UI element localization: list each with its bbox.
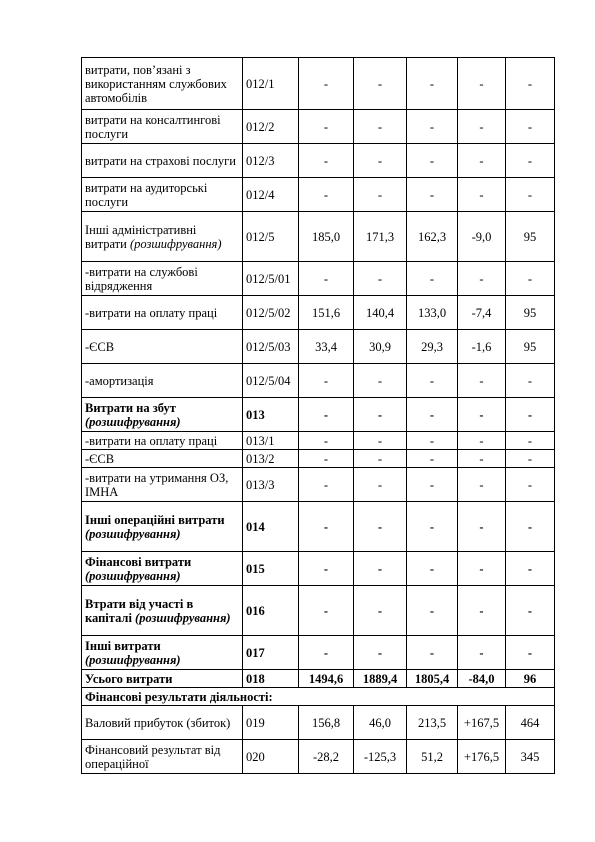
value-cell: - — [407, 364, 458, 398]
value-cell: 185,0 — [299, 212, 354, 262]
value-cell: - — [299, 58, 354, 110]
row-code: 012/5/02 — [243, 296, 299, 330]
value-cell: 95 — [506, 330, 555, 364]
row-label-text: Витрати на збут — [85, 400, 176, 415]
row-code: 013/2 — [243, 450, 299, 468]
value-cell: - — [299, 262, 354, 296]
table-row — [82, 398, 555, 432]
row-label — [82, 58, 243, 110]
table-row — [82, 432, 555, 450]
value-cell: 345 — [506, 740, 555, 774]
row-code: 019 — [243, 706, 299, 740]
value-cell: - — [407, 144, 458, 178]
row-label-text: Інші витрати — [85, 638, 161, 653]
row-label-text: -витрати на оплату праці — [85, 433, 218, 448]
row-label-text: -ЄСВ — [85, 451, 115, 466]
value-cell: -1,6 — [458, 330, 506, 364]
row-label-text: -витрати на службові відрядження — [85, 264, 198, 293]
row-label — [82, 740, 243, 774]
table-row — [82, 450, 555, 468]
value-cell: - — [506, 552, 555, 586]
value-cell: 162,3 — [407, 212, 458, 262]
value-cell: +176,5 — [458, 740, 506, 774]
value-cell: - — [354, 432, 407, 450]
row-code: 012/4 — [243, 178, 299, 212]
value-cell: - — [299, 636, 354, 670]
value-cell: - — [407, 468, 458, 502]
table-row — [82, 364, 555, 398]
value-cell: - — [354, 364, 407, 398]
row-code: 018 — [243, 670, 299, 688]
table-row — [82, 212, 555, 262]
row-label — [82, 552, 243, 586]
value-cell: - — [407, 58, 458, 110]
value-cell: 30,9 — [354, 330, 407, 364]
value-cell: - — [299, 586, 354, 636]
row-label — [82, 296, 243, 330]
value-cell: - — [354, 178, 407, 212]
value-cell: - — [299, 398, 354, 432]
row-label-text: -витрати на оплату праці — [85, 305, 218, 320]
row-label — [82, 450, 243, 468]
row-label — [82, 110, 243, 144]
value-cell: +167,5 — [458, 706, 506, 740]
value-cell: - — [299, 178, 354, 212]
row-label — [82, 144, 243, 178]
value-cell: 1889,4 — [354, 670, 407, 688]
table-body — [82, 58, 555, 774]
value-cell: - — [354, 58, 407, 110]
row-label-note: (розшифрування) — [129, 236, 222, 251]
table-row — [82, 740, 555, 774]
value-cell: - — [407, 398, 458, 432]
value-cell: - — [506, 432, 555, 450]
value-cell: - — [407, 636, 458, 670]
row-label-text: Втрати від участі в капіталі — [85, 596, 194, 625]
value-cell: - — [354, 586, 407, 636]
value-cell: - — [407, 586, 458, 636]
value-cell: 171,3 — [354, 212, 407, 262]
row-code: 012/5 — [243, 212, 299, 262]
value-cell: - — [299, 552, 354, 586]
row-label-text: -амортизація — [85, 373, 154, 388]
row-label-note: (розшифрування) — [135, 610, 231, 625]
value-cell: - — [299, 144, 354, 178]
value-cell: - — [458, 262, 506, 296]
row-label — [82, 212, 243, 262]
value-cell: - — [458, 468, 506, 502]
table-row — [82, 296, 555, 330]
value-cell: 464 — [506, 706, 555, 740]
value-cell: - — [407, 552, 458, 586]
value-cell: - — [354, 262, 407, 296]
value-cell: - — [354, 468, 407, 502]
value-cell: - — [506, 364, 555, 398]
value-cell: - — [354, 552, 407, 586]
value-cell: - — [458, 552, 506, 586]
row-code: 017 — [243, 636, 299, 670]
row-label — [82, 178, 243, 212]
value-cell: - — [458, 178, 506, 212]
table-row — [82, 706, 555, 740]
value-cell: - — [458, 450, 506, 468]
row-label — [82, 670, 243, 688]
row-code: 012/5/01 — [243, 262, 299, 296]
row-label-text: -ЄСВ — [85, 339, 115, 354]
row-label — [82, 706, 243, 740]
row-label — [82, 636, 243, 670]
row-label — [82, 468, 243, 502]
value-cell: 213,5 — [407, 706, 458, 740]
value-cell: - — [354, 636, 407, 670]
value-cell: - — [506, 468, 555, 502]
value-cell: - — [506, 502, 555, 552]
table-row — [82, 502, 555, 552]
row-label-text: Інші операційні витрати — [85, 512, 225, 527]
row-label-text: Фінансові витрати — [85, 554, 192, 569]
row-label-note: (розшифрування) — [85, 652, 181, 667]
table-row — [82, 178, 555, 212]
value-cell: - — [354, 144, 407, 178]
value-cell: - — [299, 432, 354, 450]
value-cell: 33,4 — [299, 330, 354, 364]
value-cell: - — [407, 110, 458, 144]
value-cell: -9,0 — [458, 212, 506, 262]
table-row — [82, 144, 555, 178]
row-label-text: витрати на консалтингові послуги — [85, 112, 221, 141]
row-label-note: (розшифрування) — [85, 568, 181, 583]
row-code: 014 — [243, 502, 299, 552]
table-row — [82, 262, 555, 296]
table-row — [82, 636, 555, 670]
value-cell: 29,3 — [407, 330, 458, 364]
value-cell: - — [506, 636, 555, 670]
row-code: 012/1 — [243, 58, 299, 110]
value-cell: 133,0 — [407, 296, 458, 330]
value-cell: - — [458, 58, 506, 110]
value-cell: - — [299, 468, 354, 502]
value-cell: - — [458, 502, 506, 552]
section-heading: Фінансові результати діяльності: — [82, 688, 555, 706]
row-label — [82, 262, 243, 296]
value-cell: - — [299, 364, 354, 398]
value-cell: - — [458, 586, 506, 636]
row-code: 012/3 — [243, 144, 299, 178]
row-label-text: Валовий прибуток (збиток) — [85, 715, 231, 730]
value-cell: 1805,4 — [407, 670, 458, 688]
value-cell: - — [458, 144, 506, 178]
row-code: 012/5/04 — [243, 364, 299, 398]
table-row — [82, 58, 555, 110]
row-label-text: -витрати на утримання ОЗ, ІМНА — [85, 470, 229, 499]
value-cell: - — [506, 144, 555, 178]
value-cell: - — [407, 262, 458, 296]
value-cell: 95 — [506, 296, 555, 330]
row-code: 012/2 — [243, 110, 299, 144]
value-cell: - — [407, 178, 458, 212]
table-row — [82, 110, 555, 144]
value-cell: - — [506, 58, 555, 110]
value-cell: - — [299, 502, 354, 552]
row-code: 013 — [243, 398, 299, 432]
value-cell: - — [458, 398, 506, 432]
table-row — [82, 688, 555, 706]
value-cell: 95 — [506, 212, 555, 262]
value-cell: -84,0 — [458, 670, 506, 688]
value-cell: 156,8 — [299, 706, 354, 740]
value-cell: - — [407, 502, 458, 552]
table-row — [82, 670, 555, 688]
table-row — [82, 552, 555, 586]
value-cell: 1494,6 — [299, 670, 354, 688]
row-label-text: витрати на аудиторські послуги — [85, 180, 208, 209]
value-cell: -28,2 — [299, 740, 354, 774]
value-cell: - — [506, 450, 555, 468]
value-cell: 51,2 — [407, 740, 458, 774]
row-code: 012/5/03 — [243, 330, 299, 364]
row-label-text: Фінансовий результат від операційної — [85, 742, 221, 771]
table-row — [82, 586, 555, 636]
value-cell: - — [354, 502, 407, 552]
row-label-text: витрати на страхові послуги — [85, 153, 236, 168]
row-code: 013/3 — [243, 468, 299, 502]
value-cell: - — [354, 450, 407, 468]
row-code: 013/1 — [243, 432, 299, 450]
value-cell: - — [299, 110, 354, 144]
value-cell: -7,4 — [458, 296, 506, 330]
value-cell: - — [506, 398, 555, 432]
value-cell: - — [458, 364, 506, 398]
row-code: 015 — [243, 552, 299, 586]
row-label-note: (розшифрування) — [85, 526, 181, 541]
table-row — [82, 468, 555, 502]
row-label-text: витрати, пов’язані з використанням службових автомобілів — [85, 62, 227, 105]
value-cell: - — [458, 432, 506, 450]
row-label — [82, 398, 243, 432]
value-cell: - — [506, 110, 555, 144]
row-label-note: (розшифрування) — [85, 414, 181, 429]
value-cell: - — [354, 110, 407, 144]
row-label — [82, 586, 243, 636]
value-cell: -125,3 — [354, 740, 407, 774]
row-label — [82, 364, 243, 398]
row-label-text: Усього витрати — [85, 671, 173, 686]
value-cell: - — [299, 450, 354, 468]
value-cell: 151,6 — [299, 296, 354, 330]
row-code: 020 — [243, 740, 299, 774]
value-cell: - — [506, 262, 555, 296]
value-cell: - — [407, 432, 458, 450]
value-cell: 140,4 — [354, 296, 407, 330]
value-cell: - — [354, 398, 407, 432]
value-cell: 96 — [506, 670, 555, 688]
row-label — [82, 432, 243, 450]
expenses-table — [81, 57, 555, 774]
value-cell: - — [506, 586, 555, 636]
row-label-text: Інші адміністративні витрати — [85, 222, 197, 251]
value-cell: - — [458, 636, 506, 670]
value-cell: 46,0 — [354, 706, 407, 740]
value-cell: - — [407, 450, 458, 468]
value-cell: - — [506, 178, 555, 212]
row-label — [82, 330, 243, 364]
table-row — [82, 330, 555, 364]
row-code: 016 — [243, 586, 299, 636]
row-label — [82, 502, 243, 552]
value-cell: - — [458, 110, 506, 144]
